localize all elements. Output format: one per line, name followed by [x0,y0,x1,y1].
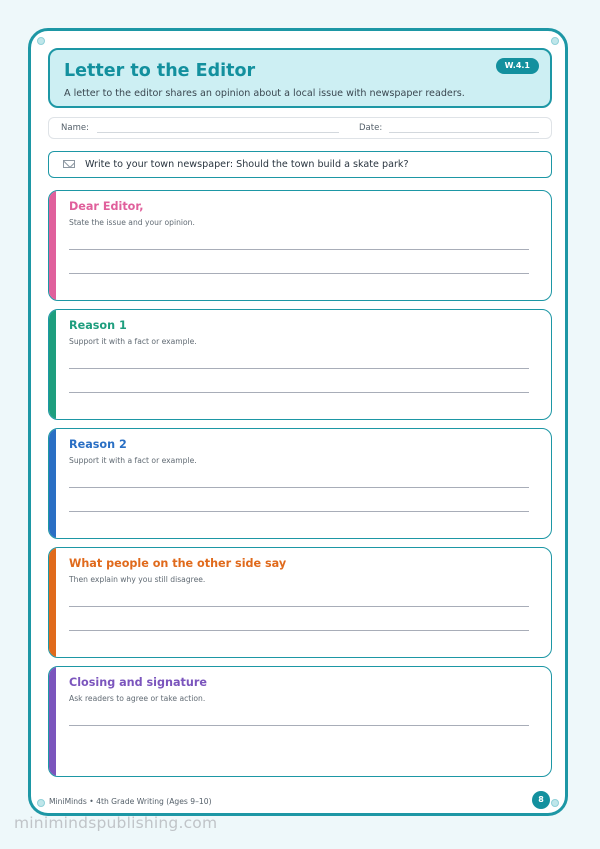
page-subtitle: A letter to the editor shares an opinion about a local issue with newspaper readers. [64,88,465,99]
section-instruction: Support it with a fact or example. [69,456,197,465]
section-title: Closing and signature [69,676,207,689]
corner-dot-icon [551,799,559,807]
standard-badge: W.4.1 [496,58,539,74]
section-title: Reason 2 [69,438,127,451]
section-color-bar [49,548,56,657]
footer-text: MiniMinds • 4th Grade Writing (Ages 9–10) [49,797,212,806]
section-title: Dear Editor, [69,200,144,213]
writing-line[interactable] [69,606,529,607]
writing-line[interactable] [69,630,529,631]
name-date-bar [48,117,552,139]
letter-section [48,666,552,777]
section-color-bar [49,310,56,419]
date-label: Date: [359,123,383,133]
letter-section [48,428,552,539]
corner-dot-icon [37,37,45,45]
writing-prompt [48,151,552,178]
writing-line[interactable] [69,511,529,512]
page-title: Letter to the Editor [64,61,256,81]
corner-dot-icon [37,799,45,807]
section-title: What people on the other side say [69,557,287,570]
writing-line[interactable] [69,487,529,488]
letter-section [48,190,552,301]
section-color-bar [49,191,56,300]
writing-line[interactable] [69,725,529,726]
date-field[interactable] [389,132,539,133]
writing-line[interactable] [69,368,529,369]
envelope-icon [63,160,75,168]
name-field[interactable] [97,132,339,133]
writing-line[interactable] [69,273,529,274]
corner-dot-icon [551,37,559,45]
section-color-bar [49,429,56,538]
worksheet-header [48,48,552,108]
letter-section [48,309,552,420]
prompt-text: Write to your town newspaper: Should the town build a skate park? [85,159,409,170]
writing-line[interactable] [69,392,529,393]
name-label: Name: [61,123,89,133]
section-instruction: State the issue and your opinion. [69,218,195,227]
letter-section [48,547,552,658]
page-number: 8 [532,791,550,809]
watermark: minimindspublishing.com [14,814,218,832]
section-title: Reason 1 [69,319,127,332]
section-instruction: Ask readers to agree or take action. [69,694,206,703]
section-instruction: Then explain why you still disagree. [69,575,206,584]
section-instruction: Support it with a fact or example. [69,337,197,346]
section-color-bar [49,667,56,776]
writing-line[interactable] [69,249,529,250]
